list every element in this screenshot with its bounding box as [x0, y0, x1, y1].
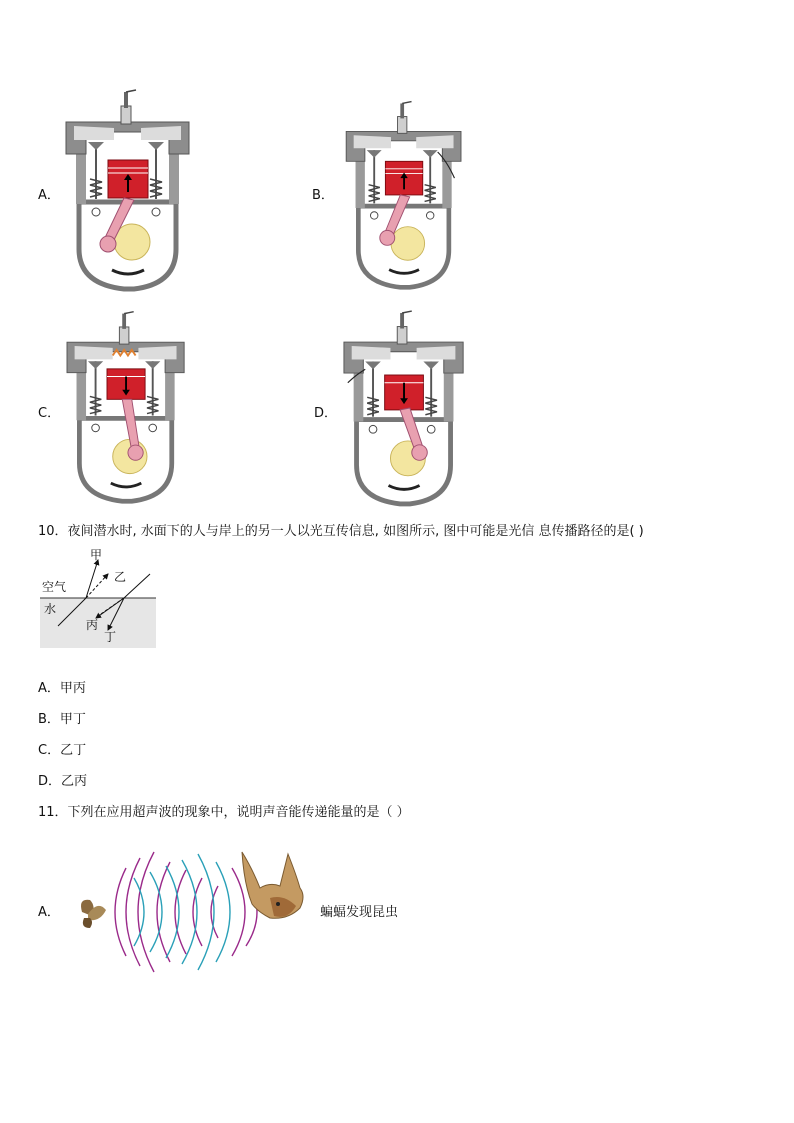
bat-ultrasound-image	[74, 848, 310, 978]
q11-option-a-letter: A．	[38, 905, 60, 920]
option-a-letter: A．	[38, 188, 60, 203]
moth-icon	[81, 900, 106, 928]
ray-label-bing: 丙	[86, 618, 99, 632]
q10-option-b-letter: B．	[38, 712, 60, 727]
option-b-letter: B．	[312, 188, 334, 203]
engine-diagram-b	[344, 96, 466, 292]
q10-option-c-text: 乙丁	[60, 743, 87, 758]
option-c-letter: C．	[38, 406, 61, 421]
q10-option-a-text: 甲丙	[59, 681, 86, 696]
q10-option-a-letter: A．	[38, 681, 60, 696]
air-label: 空气	[42, 580, 67, 594]
q10-option-b[interactable]	[38, 708, 86, 727]
ray-label-jia: 甲	[90, 548, 103, 562]
q10-option-d[interactable]	[38, 770, 87, 789]
q10-option-d-text: 乙丙	[61, 774, 88, 789]
question-10-stem: 10．夜间潜水时, 水面下的人与岸上的另一人以光互传信息, 如图所示, 图中可能是光信 息传播路径的是( )	[38, 524, 644, 539]
ray-label-ding: 丁	[104, 630, 117, 644]
q10-option-a[interactable]	[38, 677, 86, 696]
engine-diagram-a	[64, 84, 194, 294]
bat-icon	[242, 852, 303, 918]
water-label: 水	[44, 602, 57, 616]
engine-diagram-d	[342, 304, 468, 510]
option-d-letter: D．	[314, 406, 338, 421]
refraction-diagram	[40, 546, 156, 648]
q10-option-b-text: 甲丁	[59, 712, 86, 727]
engine-diagram-c	[62, 306, 192, 506]
q11-option-a-caption: 蝙蝠发现昆虫	[320, 905, 399, 920]
q10-option-c[interactable]	[38, 739, 86, 758]
q10-option-d-letter: D．	[38, 774, 62, 789]
ray-label-yi: 乙	[114, 570, 127, 584]
question-11-stem: 11．下列在应用超声波的现象中，说明声音能传递能量的是（ ）	[38, 805, 410, 820]
q10-option-c-letter: C．	[38, 743, 61, 758]
